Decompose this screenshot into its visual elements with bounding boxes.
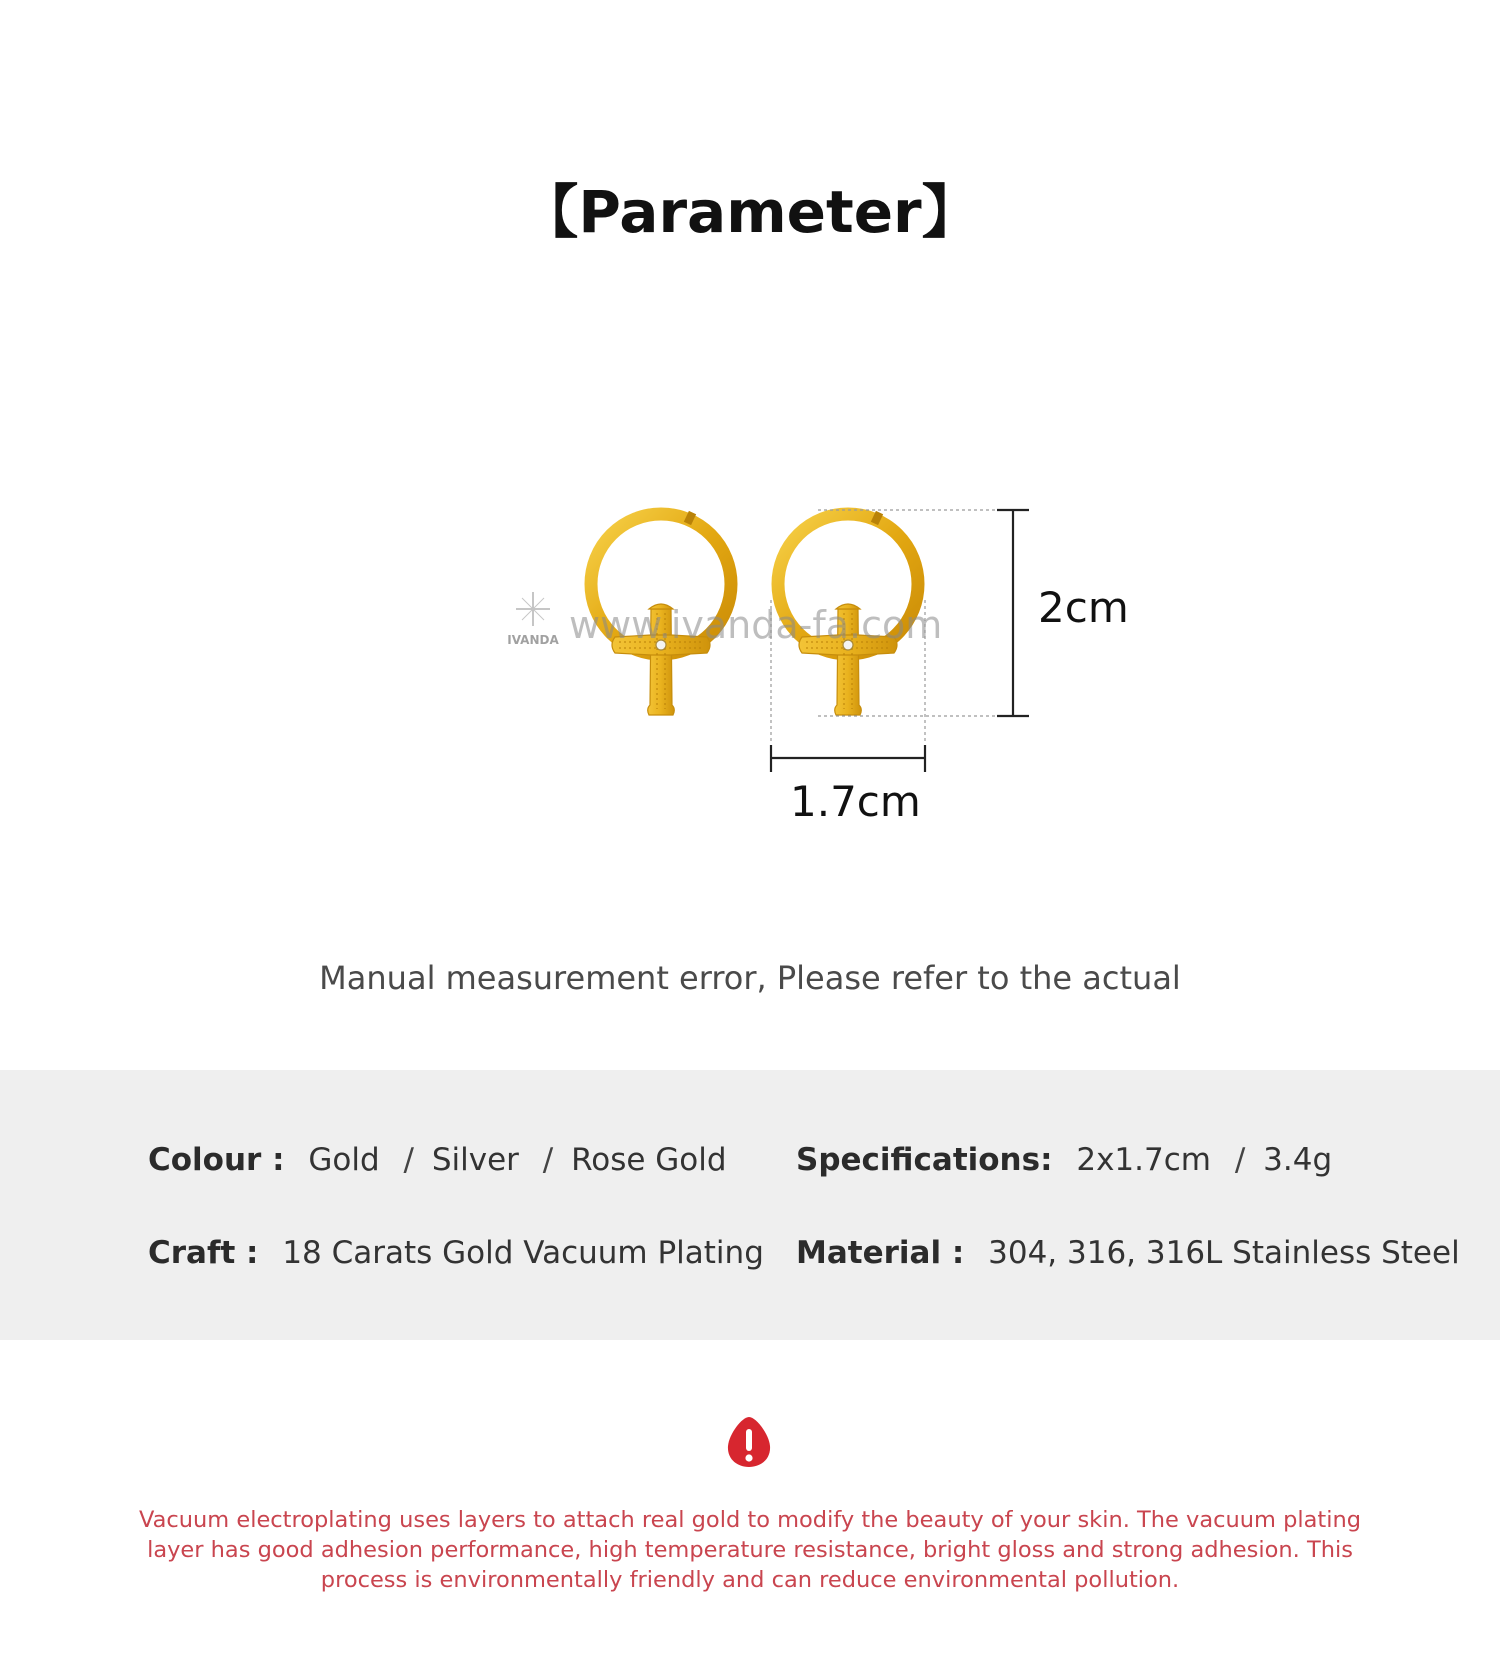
spec-material — [796, 1231, 1460, 1275]
product-image — [480, 480, 1080, 840]
brand-logo — [507, 592, 559, 647]
spec-size-value: 2x1.7cm — [1076, 1142, 1211, 1178]
brand-logo-text: IVANDA — [507, 633, 559, 647]
page-title: 【Parameter】 — [520, 178, 980, 246]
separator: / — [1234, 1142, 1246, 1178]
colour-option: Silver — [431, 1142, 519, 1178]
colour-option: Gold — [308, 1142, 380, 1178]
specs-panel — [0, 1070, 1500, 1340]
measurement-note: Manual measurement error, Please refer to the actual — [319, 959, 1181, 997]
separator: / — [403, 1142, 414, 1178]
spec-craft — [148, 1231, 764, 1275]
exclamation-warning-icon — [724, 1414, 774, 1470]
height-dimension-label: 2cm — [1038, 583, 1129, 632]
spec-specifications-label: Specifications: — [796, 1142, 1053, 1178]
width-bracket — [771, 745, 925, 772]
spec-specifications — [796, 1138, 1332, 1182]
height-bracket — [997, 510, 1029, 716]
spec-craft-label: Craft : — [148, 1235, 259, 1271]
spec-material-label: Material : — [796, 1235, 965, 1271]
spec-material-value: 304, 316, 316L Stainless Steel — [988, 1235, 1460, 1271]
watermark-text: www.ivanda-fa.com — [569, 603, 943, 647]
spec-colour — [148, 1138, 727, 1182]
colour-option: Rose Gold — [571, 1142, 727, 1178]
disclaimer-text: Vacuum electroplating uses layers to attach real gold to modify the beauty of your skin. The vacuum plating layer has good adhesion performance, high temperature resistance, bright gloss and strong adhesion. This process is environmentally friendly and can reduce environmental pollution. — [138, 1507, 1362, 1593]
separator: / — [542, 1142, 554, 1178]
spec-colour-label: Colour : — [148, 1142, 285, 1178]
spec-weight-value: 3.4g — [1263, 1142, 1333, 1178]
width-dimension-label: 1.7cm — [790, 777, 921, 826]
spec-craft-value: 18 Carats Gold Vacuum Plating — [282, 1235, 764, 1271]
